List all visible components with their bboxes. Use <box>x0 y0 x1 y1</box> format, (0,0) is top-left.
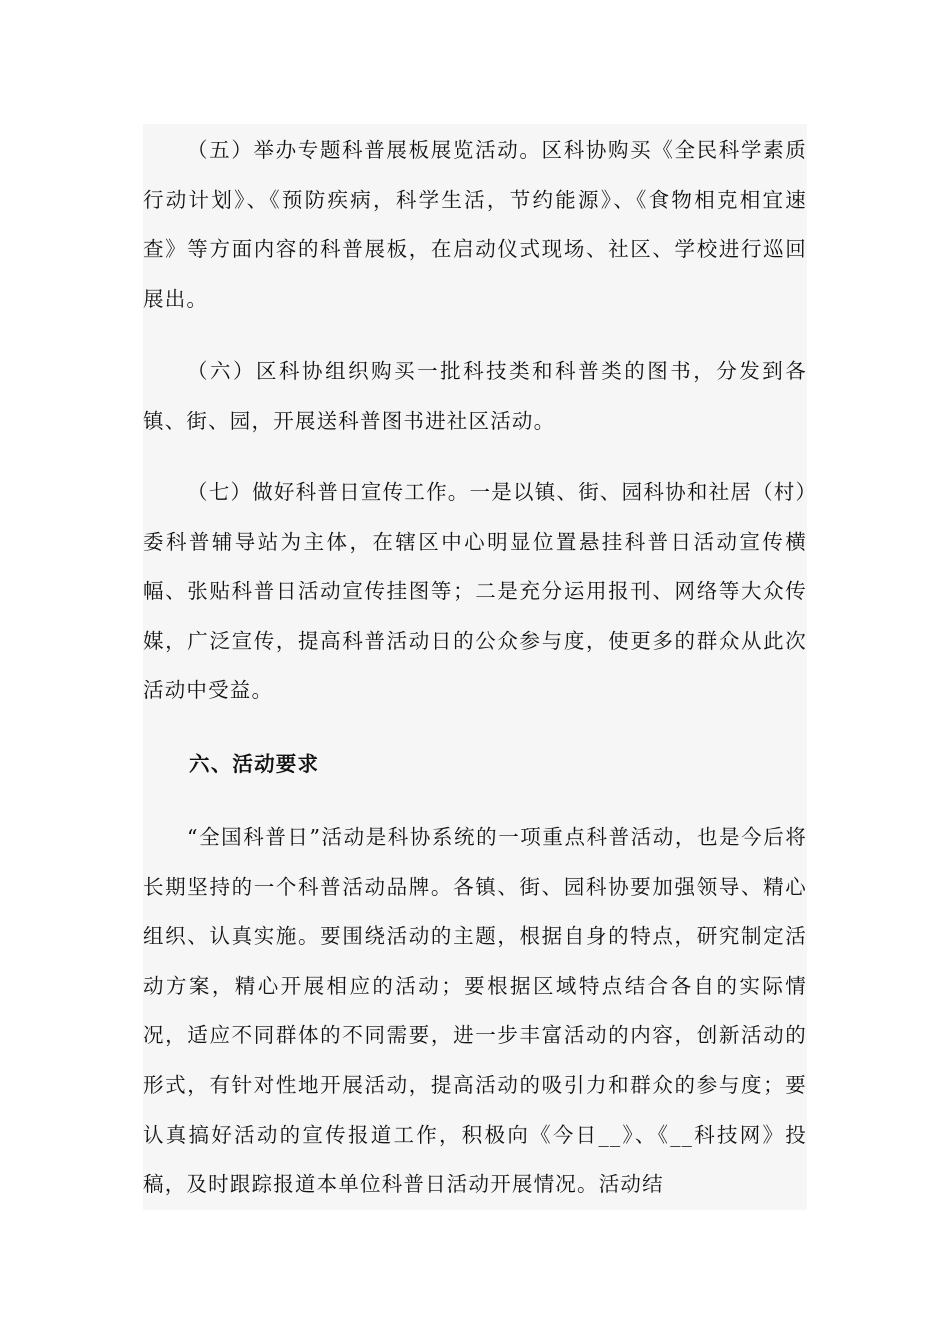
paragraph-7-publicity-work: （七）做好科普日宣传工作。一是以镇、街、园科协和社居（村）委科普辅导站为主体，在辖区中心明显位置悬挂科普日活动宣传横幅、张贴科普日活动宣传挂图等；二是充分运用报刊、网络等大众传媒，广泛宣传，提高科普活动日的公众参与度，使更多的群众从此次活动中受益。 <box>143 480 807 703</box>
paragraph-5-science-exhibition: （五）举办专题科普展板展览活动。区科协购买《全民科学素质行动计划》、《预防疾病，科学生活，节约能源》、《食物相克相宜速查》等方面内容的科普展板，在启动仪式现场、社区、学校进行巡回展出。 <box>143 138 807 311</box>
paragraph-6-book-distribution: （六）区科协组织购买一批科技类和科普类的图书，分发到各镇、街、园，开展送科普图书进社区活动。 <box>143 359 807 433</box>
paragraph-activity-requirements-body: “全国科普日”活动是科协系统的一项重点科普活动，也是今后将长期坚持的一个科普活动品牌。各镇、街、园科协要加强领导、精心组织、认真实施。要围绕活动的主题，根据自身的特点，研究制定活动方案，精心开展相应的活动；要根据区域特点结合各自的实际情况，适应不同群体的不同需要，进一步丰富活动的内容，创新活动的形式，有针对性地开展活动，提高活动的吸引力和群众的参与度；要认真搞好活动的宣传报道工作，积极向《今日__》、《__科技网》投稿，及时跟踪报道本单位科普日活动开展情况。活动结 <box>143 825 807 1197</box>
section-heading-activity-requirements: 六、活动要求 <box>189 752 320 776</box>
